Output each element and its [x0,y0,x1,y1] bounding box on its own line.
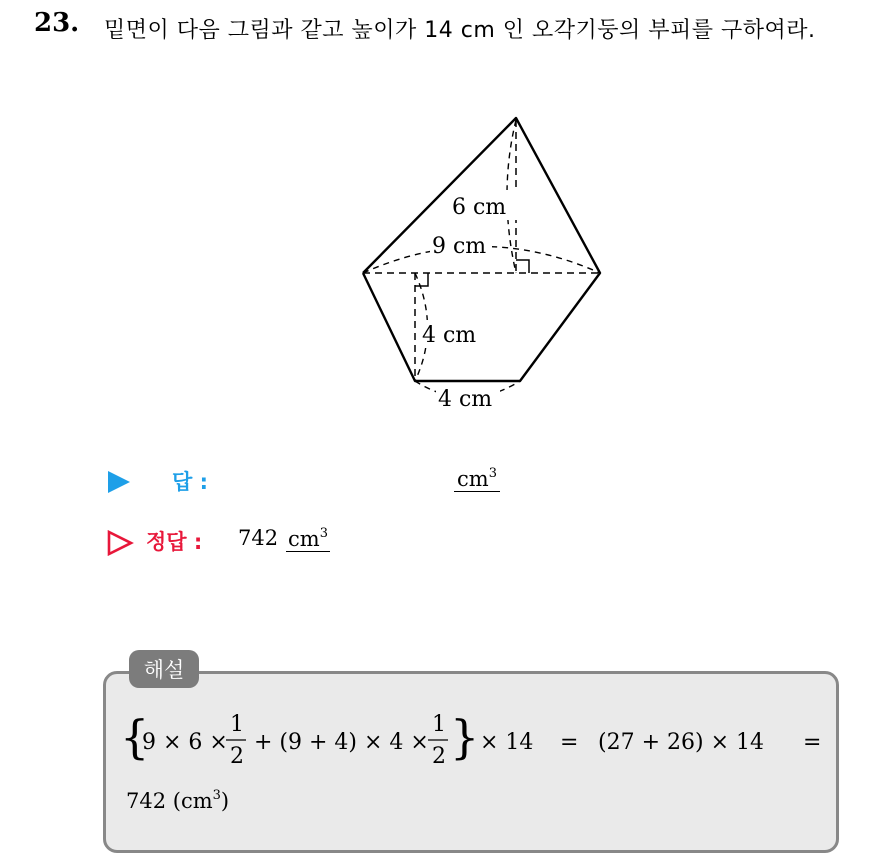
formula-equals-1: = [560,730,579,755]
correct-unit: $cm^3$ [288,526,328,551]
fraction-2-numerator: 1 [432,712,446,737]
question-text: 밑면이 다음 그림과 같고 높이가 14 cm 인 오각기둥의 부피를 구하여라. [104,18,816,43]
formula-right-brace: } [450,710,480,764]
formula-term-4: (27 + 26) × 14 [598,730,764,755]
fraction-1-numerator: 1 [230,712,244,737]
right-angle-mark-bottom [415,273,428,286]
question-number: 23. [34,8,80,38]
formula-result: 742 $(cm^3)$ [126,788,230,813]
label-height-bottom: 4 cm [422,323,477,348]
formula-equals-2: = [803,730,822,755]
label-diagonal: 9 cm [432,234,487,259]
correct-marker-icon [106,530,134,556]
explanation-tag: 해설 [129,650,199,688]
correct-value: 742 [238,526,279,550]
label-height-top: 6 cm [452,195,507,220]
answer-marker-icon [106,470,132,494]
answer-unit[interactable]: $cm^3$ [454,466,500,492]
pentagon-figure [340,108,620,418]
correct-label: 정답 : [146,530,203,554]
fraction-1-denominator: 2 [230,744,244,769]
formula-term-3: × 14 [480,730,534,755]
formula-term-1: 9 × 6 × [142,730,228,755]
fraction-2-denominator: 2 [432,744,446,769]
formula-left-brace: { [120,710,150,764]
explanation-formula [120,703,840,785]
answer-label: 답 : [172,470,208,494]
label-bottom-side: 4 cm [438,387,493,412]
right-angle-mark-top [516,260,529,273]
formula-term-2: + (9 + 4) × 4 × [254,730,429,755]
